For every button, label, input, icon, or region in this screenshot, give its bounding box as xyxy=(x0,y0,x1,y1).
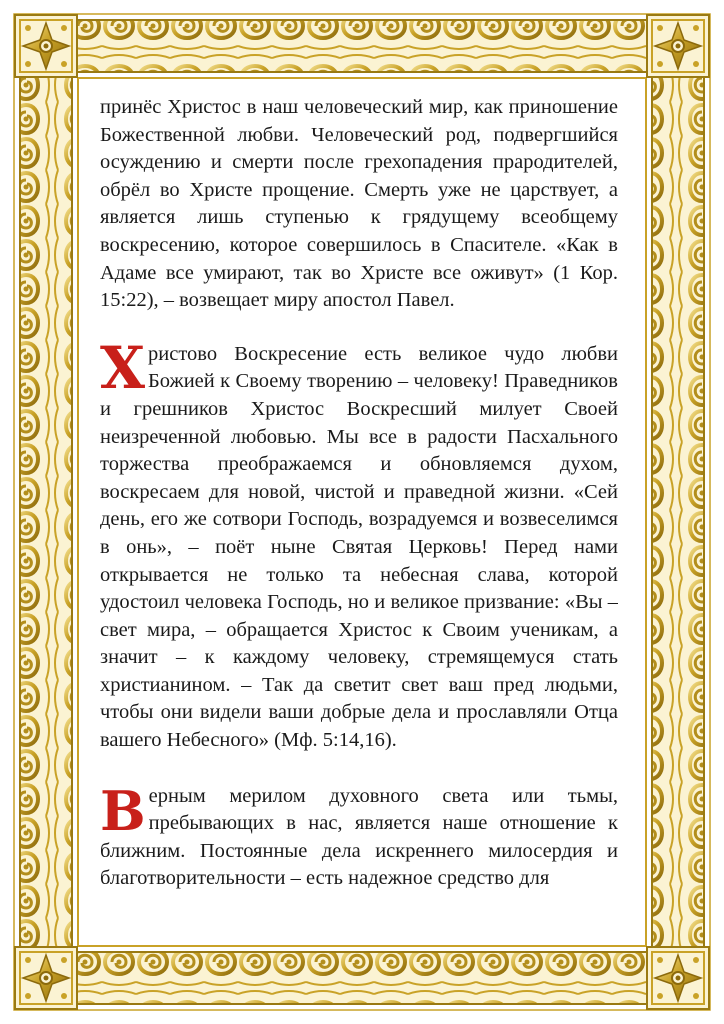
corner-ornament-icon xyxy=(647,947,709,1009)
paragraph-2 xyxy=(100,333,618,755)
paragraph-text: принёс Христос в наш человеческий мир, как приношение Божественной любви. Человеческий род, подвергшийся осуждению и смерти после грехопадения прародителей, обрёл во Христе прощение. Смерть уже не царствует, а является лишь ступенью к грядущему всеобщему воскресению, которое совершилось в Спасителе. «Как в Адаме все умирают, так во Христе все оживут» (1 Кор. 15:22), – возвещает миру апостол Павел. xyxy=(100,96,618,312)
paragraph-text: ерным мерилом духовного света или тьмы, пребывающих в нас, является наше отношение к ближним. Постоянные дела искреннего милосердия и благотворительности – есть надежное средство для xyxy=(100,784,618,890)
paragraph-3 xyxy=(100,778,618,893)
border-bottom xyxy=(20,952,704,1004)
border-top xyxy=(20,20,704,72)
dropcap-letter: Х xyxy=(100,333,146,402)
paragraph-1 xyxy=(100,94,618,315)
dropcap-letter: В xyxy=(100,778,146,843)
border-right xyxy=(652,72,704,952)
corner-ornament-icon xyxy=(647,15,709,77)
page-text-content xyxy=(100,94,618,940)
corner-ornament-icon xyxy=(15,947,77,1009)
border-left xyxy=(20,72,72,952)
paragraph-text: ристово Воскресение есть великое чудо любви Божией к Своему творению – человеку! Праведников и грешников Христос Воскресший милует Своей неизреченной любовью. Мы все в радости Пасхального торжества преображаемся и обновляемся духом, воскресаем для новой, чистой и праведной жизни. «Сей день, его же сотвори Господь, возрадуемся и возвеселимся в онь», – поёт ныне Святая Церковь! Перед нами открывается не только та небесная слава, которой удостоил человека Господь, но и великое призвание: «Вы – свет мира, – обращается Христос к Своим ученикам, а значит – к каждому человеку, стремящемуся стать христианином. – Так да светит свет ваш пред людьми, чтобы они видели ваши добрые дела и прославляли Отца вашего Небесного» (Мф. 5:14,16). xyxy=(100,342,618,752)
corner-ornament-icon xyxy=(15,15,77,77)
